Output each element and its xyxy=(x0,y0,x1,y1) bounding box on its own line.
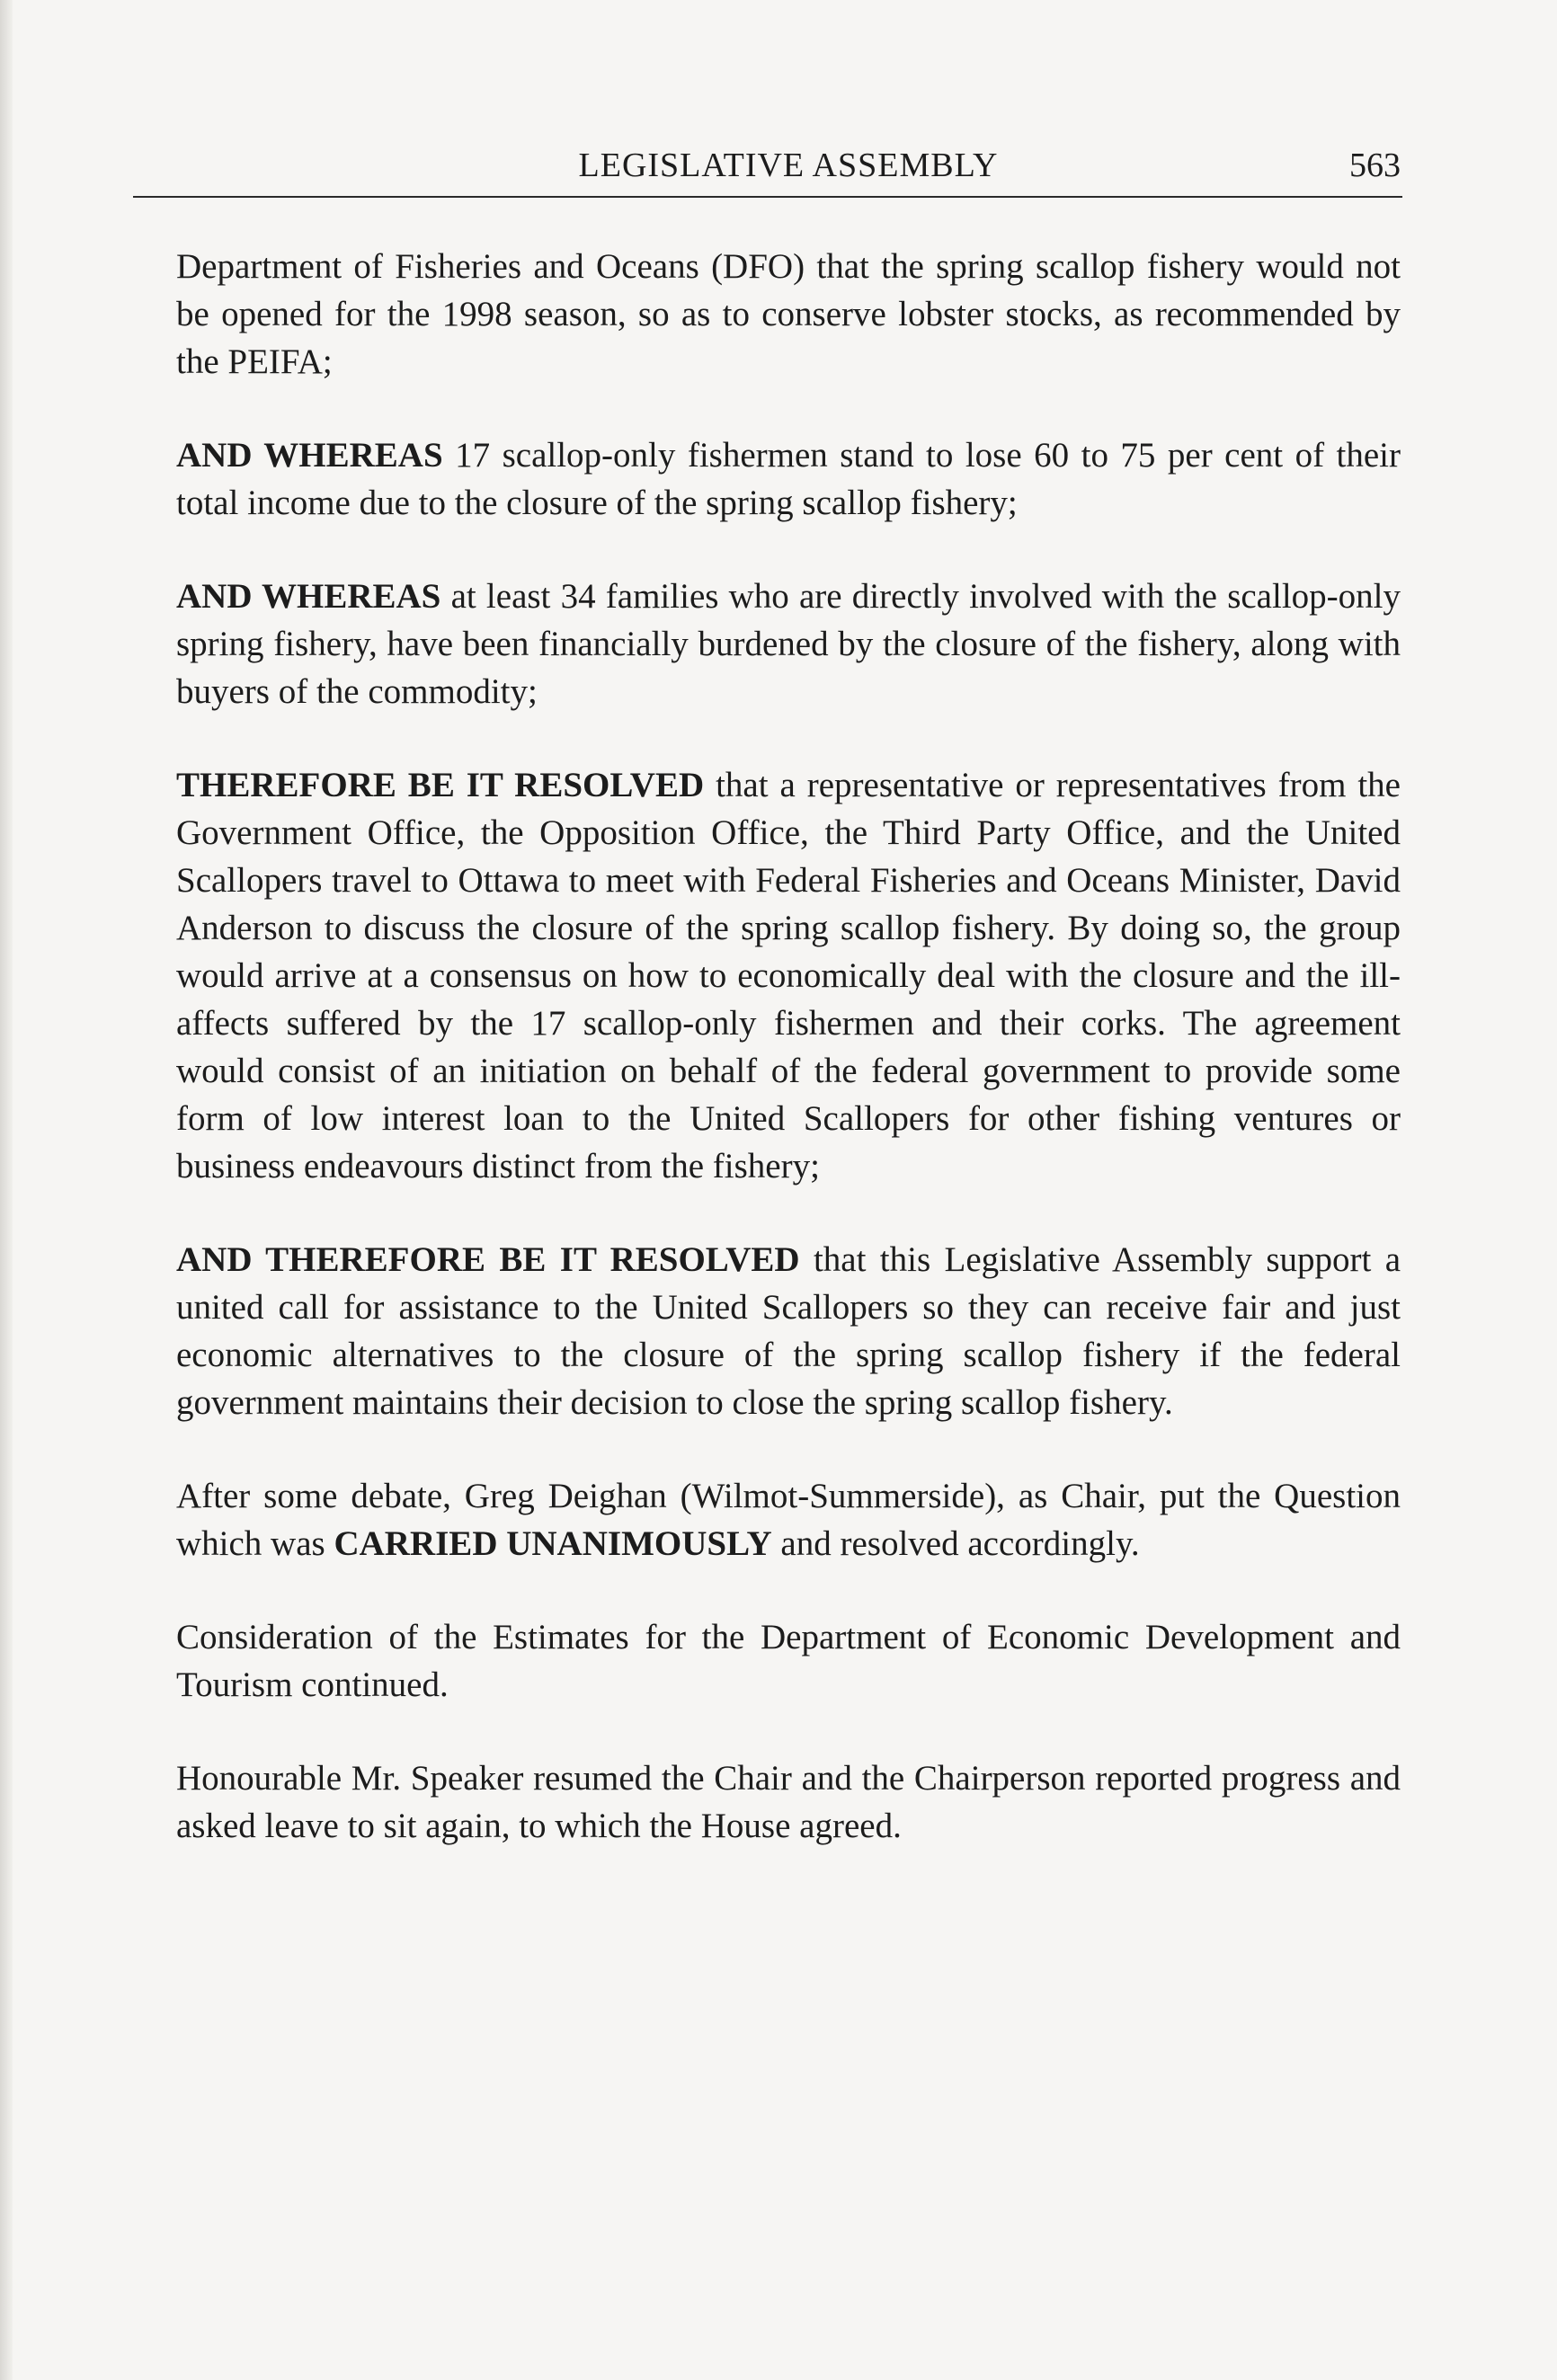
page-edge-shadow xyxy=(0,0,13,2380)
page-number: 563 xyxy=(1349,147,1401,184)
paragraph-resolved-support xyxy=(176,1236,1401,1426)
paragraph-text-before: After some debate, Greg Deighan (Wilmot-Summerside), as Chair, put the Question which was xyxy=(176,1477,1401,1563)
paragraph-text-after: and resolved accordingly. xyxy=(771,1524,1140,1563)
paragraph-lead: AND WHEREAS xyxy=(176,577,441,616)
paragraph-text: Consideration of the Estimates for the Department of Economic Development and Tourism continued. xyxy=(176,1618,1401,1704)
carried-unanimously: CARRIED UNANIMOUSLY xyxy=(334,1524,772,1563)
page-header xyxy=(176,135,1401,192)
paragraph-text: that a representative or representatives from the Government Office, the Opposition Office, the Third Party Office, and the United Scallopers travel to Ottawa to meet with Federal Fisheries and Oceans Minister, David Anderson to discuss the closure of the spring scallop fishery. By doing so, the group would arrive at a consensus on how to economically deal with the closure and the ill-affects suffered by the 17 scallop-only fishermen and their corks. The agreement would consist of an initiation on behalf of the federal government to provide some form of low interest loan to the United Scallopers for other fishing ventures or business endeavours distinct from the fishery; xyxy=(176,766,1401,1186)
paragraph-text: Honourable Mr. Speaker resumed the Chair and the Chairperson reported progress and asked leave to sit again, to which the House agreed. xyxy=(176,1759,1401,1845)
paragraph-whereas-fishermen xyxy=(176,431,1401,527)
paragraph-speaker-resumed xyxy=(176,1754,1401,1850)
paragraph-resolved-ottawa xyxy=(176,761,1401,1190)
paragraph-debate-result xyxy=(176,1472,1401,1567)
paragraph-whereas-families xyxy=(176,573,1401,715)
paragraph-text: that this Legislative Assembly support a united call for assistance to the United Scallopers so they can receive fair and just economic alternatives to the closure of the spring scallop fishery if the federal government maintains their decision to close the spring scallop fishery. xyxy=(176,1240,1401,1422)
paragraph-lead: AND WHEREAS xyxy=(176,436,443,475)
paragraph-department-continuation xyxy=(176,243,1401,386)
paragraph-text: 17 scallop-only fishermen stand to lose 60 to 75 per cent of their total income due to the closure of the spring scallop fishery; xyxy=(176,436,1401,522)
document-body xyxy=(176,243,1401,1896)
paragraph-lead: AND THEREFORE BE IT RESOLVED xyxy=(176,1240,800,1279)
paragraph-estimates xyxy=(176,1613,1401,1709)
paragraph-lead: THEREFORE BE IT RESOLVED xyxy=(176,766,705,804)
paragraph-text: at least 34 families who are directly involved with the scallop-only spring fishery, have been financially burdened by the closure of the fishery, along with buyers of the commodity; xyxy=(176,577,1401,711)
header-title: LEGISLATIVE ASSEMBLY xyxy=(578,147,999,184)
paragraph-text: Department of Fisheries and Oceans (DFO) that the spring scallop fishery would not be opened for the 1998 season, so as to conserve lobster stocks, as recommended by the PEIFA; xyxy=(176,247,1401,381)
header-rule xyxy=(133,196,1402,198)
